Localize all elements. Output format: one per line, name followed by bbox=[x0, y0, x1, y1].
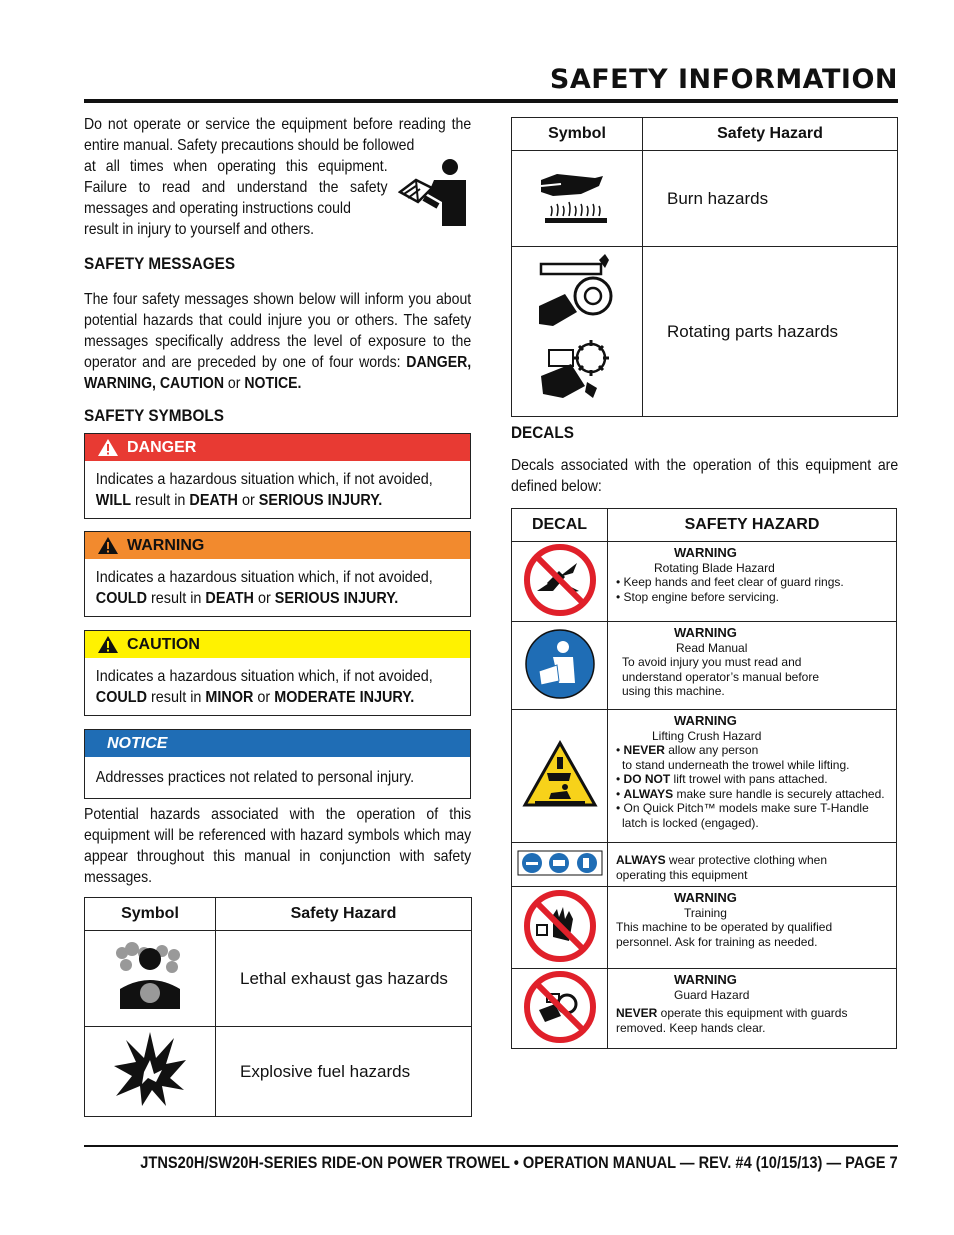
exhaust-gas-hazard: Lethal exhaust gas hazards bbox=[216, 931, 472, 1027]
protective-clothing-icon bbox=[517, 850, 603, 876]
burn-cell bbox=[512, 151, 643, 247]
rotating-parts-cell bbox=[512, 247, 643, 417]
guard-prohibition-icon bbox=[523, 970, 597, 1044]
danger-box bbox=[84, 433, 471, 519]
safety-symbols-heading: SAFETY SYMBOLS bbox=[84, 406, 224, 425]
intro-line2: at all times when operating this equipment. Failure to read and understand the safety messages and operating instructions could bbox=[84, 158, 388, 217]
danger-label: DANGER bbox=[127, 438, 197, 456]
caution-header bbox=[85, 631, 470, 658]
decal-read-manual-cell bbox=[512, 622, 608, 710]
warning-text: Indicates a hazardous situation which, if not avoided, COULD result in DEATH or SERIOUS INJURY. bbox=[95, 569, 433, 607]
page-footer: JTNS20H/SW20H-SERIES RIDE-ON POWER TROWEL • OPERATION MANUAL — REV. #4 (10/15/13) — PAGE 7 bbox=[140, 1153, 898, 1172]
decals-heading: DECALS bbox=[511, 423, 574, 442]
training-prohibition-icon bbox=[523, 889, 597, 963]
potential-hazards-paragraph: Potential hazards associated with the operation of this equipment will be referenced with hazard symbols which may appear throughout this manual in conjunction with safety messages. bbox=[84, 806, 472, 886]
notice-word: NOTICE. bbox=[244, 375, 302, 392]
decal-training-cell bbox=[512, 887, 608, 969]
warning-label: WARNING bbox=[127, 536, 205, 554]
title-rule bbox=[84, 99, 898, 103]
read-manual-icon bbox=[398, 158, 470, 228]
decals-paragraph: Decals associated with the operation of this equipment are defined below: bbox=[511, 457, 899, 495]
notice-box bbox=[84, 729, 471, 799]
caution-box bbox=[84, 630, 471, 716]
signal-words: DANGER, WARNING, CAUTION bbox=[84, 354, 472, 392]
intro-line1: Do not operate or service the equipment before reading the entire manual. Safety precautions should be followed bbox=[84, 116, 472, 154]
footer-rule bbox=[84, 1145, 898, 1147]
symbol-column-header: Symbol bbox=[512, 118, 643, 151]
intro-paragraph bbox=[84, 114, 471, 156]
decal-training-text: WARNING Training This machine to be operated by qualified personnel. Ask for training as needed. bbox=[608, 887, 897, 969]
exhaust-gas-cell bbox=[85, 931, 216, 1027]
symbol-column-header: Symbol bbox=[85, 898, 216, 931]
decal-protective-clothing-text: ALWAYS wear protective clothing when operating this equipment bbox=[608, 843, 897, 887]
burn-hazard: Burn hazards bbox=[643, 151, 898, 247]
caution-text: Indicates a hazardous situation which, if not avoided, COULD result in MINOR or MODERATE INJURY. bbox=[95, 668, 433, 706]
page-title: SAFETY INFORMATION bbox=[549, 64, 898, 95]
intro-line3: result in injury to yourself and others. bbox=[84, 221, 315, 238]
decal-rotating-blade-cell bbox=[512, 542, 608, 622]
hazard-column-header: Safety Hazard bbox=[216, 898, 472, 931]
symbol-table-right bbox=[511, 117, 898, 417]
safety-hazard-column-header: SAFETY HAZARD bbox=[608, 509, 897, 542]
decal-rotating-blade-text: WARNING Rotating Blade Hazard • Keep hands and feet clear of guard rings. • Stop engine before servicing. bbox=[608, 542, 897, 622]
lifting-crush-warning-icon bbox=[521, 739, 599, 811]
danger-header bbox=[85, 434, 470, 461]
symbol-table-left bbox=[84, 897, 472, 1117]
exhaust-gas-icon bbox=[110, 941, 190, 1011]
caution-label: CAUTION bbox=[127, 635, 200, 653]
warning-triangle-icon bbox=[97, 635, 119, 654]
warning-triangle-icon bbox=[97, 438, 119, 457]
safety-messages-heading: SAFETY MESSAGES bbox=[84, 254, 236, 273]
intro-paragraph-wrap bbox=[84, 156, 388, 219]
explosion-cell bbox=[85, 1027, 216, 1117]
notice-label: NOTICE bbox=[107, 734, 168, 752]
decal-lifting-crush-text: WARNING Lifting Crush Hazard • NEVER allow any person to stand underneath the trowel while lifting. • DO NOT lift trowel with pans attached. • ALWAYS make sure handle is securely attached. • On Quick Pitch™ models make sure T-Handle latch is locked (engaged). bbox=[608, 710, 897, 843]
decal-column-header: DECAL bbox=[512, 509, 608, 542]
decals-table bbox=[511, 508, 897, 1049]
burn-hand-icon bbox=[537, 166, 617, 226]
explosion-icon bbox=[112, 1030, 188, 1108]
rotating-parts-hazard: Rotating parts hazards bbox=[643, 247, 898, 417]
notice-text: Addresses practices not related to personal injury. bbox=[95, 769, 415, 786]
hazard-column-header: Safety Hazard bbox=[643, 118, 898, 151]
decal-lifting-crush-cell bbox=[512, 710, 608, 843]
warning-box bbox=[84, 531, 471, 617]
notice-header bbox=[85, 730, 470, 757]
explosion-hazard: Explosive fuel hazards bbox=[216, 1027, 472, 1117]
read-manual-mandatory-icon bbox=[523, 627, 597, 701]
decal-read-manual-text: WARNING Read Manual To avoid injury you must read and understand operator’s manual before using this machine. bbox=[608, 622, 897, 710]
rotating-parts-icon bbox=[535, 254, 619, 404]
decal-guard-cell bbox=[512, 969, 608, 1049]
decal-protective-clothing-cell bbox=[512, 843, 608, 887]
safety-messages-paragraph bbox=[84, 289, 471, 394]
rotating-blade-prohibition-icon bbox=[523, 543, 597, 617]
safety-messages-text: The four safety messages shown below will inform you about potential hazards that could injure you or others. The safety messages specifically address the level of exposure to the operator and are preceded by one of four words: bbox=[84, 291, 472, 371]
warning-triangle-icon bbox=[97, 536, 119, 555]
danger-text: Indicates a hazardous situation which, if not avoided, WILL result in DEATH or SERIOUS INJURY. bbox=[95, 471, 433, 509]
decal-guard-text: WARNING Guard Hazard NEVER operate this equipment with guards removed. Keep hands clear. bbox=[608, 969, 897, 1049]
warning-header bbox=[85, 532, 470, 559]
or-word: or bbox=[224, 375, 245, 392]
